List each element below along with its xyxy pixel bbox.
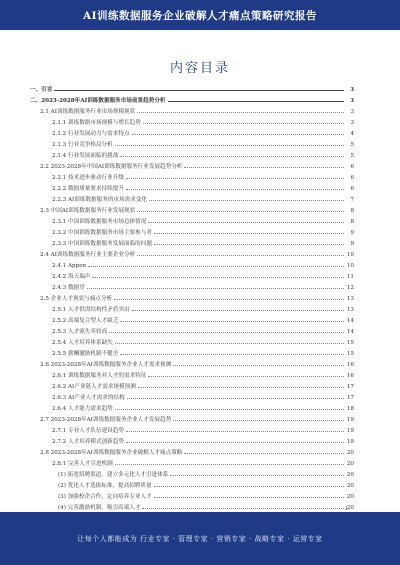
toc-entry-title: 2.5.1 人才供需结构性矛盾突出 <box>52 307 130 313</box>
toc-entry[interactable] <box>30 269 354 280</box>
toc-leader-dots <box>132 134 344 135</box>
toc-entry-title: 2.5.2 高端复合型人才缺乏 <box>52 318 119 324</box>
toc-leader-dots <box>148 222 344 223</box>
toc-entry-page: 5 <box>350 142 354 148</box>
toc-entry-title: 2.2.2 数据质量要求持续提升 <box>52 186 124 192</box>
toc-entry[interactable] <box>30 467 354 478</box>
toc-entry-page: 6 <box>350 175 354 181</box>
toc-entry-page: 14 <box>346 329 354 335</box>
toc-leader-dots <box>137 112 344 113</box>
toc-entry-title: 2.6.2 AI产业链人才需求规模预测 <box>52 384 136 390</box>
toc-entry[interactable] <box>30 247 354 258</box>
toc-entry-page: 3 <box>350 87 354 93</box>
toc-leader-dots <box>142 508 344 509</box>
toc-entry-page: 17 <box>346 395 354 401</box>
toc-entry-page: 16 <box>346 362 354 368</box>
toc-entry-title: 2.5 企业人才现状与痛点分析 <box>40 296 113 302</box>
header-bar <box>0 0 400 30</box>
toc-entry-title: 2.5.5 薪酬激励机制不健全 <box>52 351 119 357</box>
report-title: AI训练数据服务企业破解人才痛点策略研究报告 <box>82 10 318 22</box>
toc-heading: 内容目录 <box>169 61 230 76</box>
toc-entry-page: 19 <box>346 428 354 434</box>
toc-entry[interactable] <box>30 412 354 423</box>
toc-entry-page: 10 <box>346 263 354 269</box>
toc-entry-title: 2.2.1 技术进步驱动行业升级 <box>52 175 124 181</box>
toc-leader-dots <box>115 464 344 465</box>
toc-entry[interactable] <box>30 82 354 93</box>
toc-entry-title: (4) 完善激励机制，吸引高端人才 <box>58 505 141 511</box>
toc-entry-title: 2.4.1 Appen <box>52 263 87 269</box>
toc-entry-title: 2.2 2023-2028年中国AI训练数据服务行业发展趋势分析 <box>40 164 183 170</box>
toc-entry-title: 2.6.4 人才能力需求趋势 <box>52 406 113 412</box>
toc-entry[interactable] <box>30 170 354 181</box>
footer-slogan: 让每个人都能成为 行业专家 · 管理专家 · 营销专家 · 战略专家 · 运营专家 <box>77 535 323 543</box>
toc-leader-dots <box>114 299 344 300</box>
toc-entry-page: 6 <box>350 164 354 170</box>
toc-entry-page: 20 <box>346 494 354 500</box>
toc-entry-page: 11 <box>346 274 354 280</box>
toc-leader-dots <box>126 442 344 443</box>
toc-entry[interactable] <box>30 225 354 236</box>
toc-leader-dots <box>184 167 344 168</box>
footer-bar <box>0 512 400 565</box>
toc-entry-page: 15 <box>346 340 354 346</box>
toc-entry[interactable] <box>30 346 354 357</box>
toc-leader-dots <box>184 453 344 454</box>
toc-entry-page: 8 <box>350 219 354 225</box>
toc-entry-title: (3) 加强校企合作，定向培养专业人才 <box>58 494 152 500</box>
toc-entry-page: 17 <box>346 384 354 390</box>
toc-entry[interactable] <box>30 357 354 368</box>
toc-entry-title: 2.4.3 数据堂 <box>52 285 85 291</box>
toc-entry[interactable] <box>30 445 354 456</box>
toc-entry-page: 14 <box>346 318 354 324</box>
toc-entry[interactable] <box>30 302 354 313</box>
toc-entry-title: 2.2.3 AI训练数据服务的市场需求变化 <box>52 197 147 203</box>
toc-entry[interactable] <box>30 93 354 104</box>
toc-entry-title: 2.1.4 行业发展面临的挑战 <box>52 153 119 159</box>
toc-entry-title: 2.3.3 中国训练数据服务发展面临的问题 <box>52 241 152 247</box>
toc-entry-title: 2.1 AI训练数据服务行业市场规模现状 <box>40 109 136 115</box>
toc-entry[interactable] <box>30 368 354 379</box>
toc-leader-dots <box>148 376 344 377</box>
toc-leader-dots <box>87 288 344 289</box>
toc-leader-dots <box>127 398 344 399</box>
toc-entry-page: 9 <box>350 230 354 236</box>
toc-leader-dots <box>115 409 344 410</box>
toc-entry[interactable] <box>30 181 354 192</box>
toc-leader-dots <box>137 211 344 212</box>
toc-leader-dots <box>115 145 344 146</box>
toc-entry[interactable] <box>30 434 354 445</box>
toc-entry-title: 2.1.3 行业竞争格局分析 <box>52 142 113 148</box>
toc-leader-dots <box>126 178 344 179</box>
table-of-contents <box>30 82 354 533</box>
toc-entry-page: 3 <box>350 98 354 104</box>
toc-entry-page: 6 <box>350 186 354 192</box>
toc-leader-dots <box>154 233 344 234</box>
toc-entry-title: 2.6 2023-2028年AI训练数据服务企业人才需求预测 <box>40 362 172 368</box>
toc-entry-title: 2.6.3 AI产业人才需求的结构 <box>52 395 125 401</box>
toc-entry-title: 2.8 2023-2028年AI训练数据服务企业破解人才痛点策略 <box>40 450 183 456</box>
toc-leader-dots <box>168 101 344 102</box>
toc-entry-page: 3 <box>350 109 354 115</box>
toc-entry-page: 7 <box>350 197 354 203</box>
toc-leader-dots <box>143 123 344 124</box>
toc-entry[interactable] <box>30 137 354 148</box>
toc-entry-title: 2.1.2 行业发展动力与需求特点 <box>52 131 130 137</box>
toc-entry-title: 2.7 2023-2028年AI训练数据服务企业人才发展趋势 <box>40 417 172 423</box>
toc-leader-dots <box>115 343 344 344</box>
toc-leader-dots <box>154 486 344 487</box>
toc-leader-dots <box>170 475 344 476</box>
toc-entry[interactable] <box>30 313 354 324</box>
toc-leader-dots <box>92 277 344 278</box>
toc-entry-title: 2.5.3 人才流失率较高 <box>52 329 108 335</box>
toc-leader-dots <box>173 420 344 421</box>
toc-entry-title: 2.7.1 专业人才队伍建设趋势 <box>52 428 124 434</box>
toc-entry-title: 二、2023-2028年AI训练数据服务市场前景趋势分析 <box>30 98 166 104</box>
toc-leader-dots <box>154 497 344 498</box>
toc-entry-title: 一、引言 <box>30 87 53 93</box>
toc-entry-page: 13 <box>346 307 354 313</box>
toc-entry-page: 10 <box>346 252 354 258</box>
toc-entry[interactable] <box>30 324 354 335</box>
toc-entry-page: 5 <box>350 153 354 159</box>
toc-leader-dots <box>126 189 344 190</box>
toc-entry-title: 2.1.1 训练数据市场规模与增长趋势 <box>52 120 141 126</box>
toc-entry-page: 20 <box>346 483 354 489</box>
toc-entry-title: 2.4.2 海天瑞声 <box>52 274 91 280</box>
toc-leader-dots <box>109 332 344 333</box>
toc-entry-title: (2) 优化人才选拔标准，提高招聘质量 <box>58 483 152 489</box>
toc-entry-title: 2.3.1 中国训练数据服务市场总体情况 <box>52 219 147 225</box>
toc-leader-dots <box>138 387 344 388</box>
toc-entry[interactable] <box>30 489 354 500</box>
toc-entry-title: 2.6.1 训练数据服务对人才的需求特征 <box>52 373 147 379</box>
toc-leader-dots <box>120 354 344 355</box>
toc-entry-title: 2.5.4 人才培养体系缺失 <box>52 340 113 346</box>
toc-entry[interactable] <box>30 203 354 214</box>
toc-entry[interactable] <box>30 500 354 511</box>
toc-entry-page: 13 <box>346 296 354 302</box>
toc-leader-dots <box>88 266 344 267</box>
toc-entry-page: 20 <box>346 505 354 511</box>
toc-entry[interactable] <box>30 258 354 269</box>
toc-entry-title: 2.3.2 中国训练数据服务市场主要参与者 <box>52 230 152 236</box>
toc-entry-page: 3 <box>350 120 354 126</box>
toc-entry-page: 8 <box>350 208 354 214</box>
toc-leader-dots <box>137 255 344 256</box>
toc-entry[interactable] <box>30 148 354 159</box>
toc-entry[interactable] <box>30 214 354 225</box>
toc-entry-title: 2.3 中国AI训练数据服务行业发展现状 <box>40 208 136 214</box>
toc-entry-title: 2.8.1 完善人才引进机制 <box>52 461 113 467</box>
toc-entry[interactable] <box>30 280 354 291</box>
toc-entry-page: 18 <box>346 406 354 412</box>
toc-leader-dots <box>126 431 344 432</box>
toc-entry-page: 20 <box>346 450 354 456</box>
toc-entry[interactable] <box>30 478 354 489</box>
toc-entry-page: 9 <box>350 241 354 247</box>
toc-leader-dots <box>54 90 344 91</box>
toc-entry-title: (1) 拓宽招聘渠道，建立多元化人才引进体系 <box>58 472 169 478</box>
toc-leader-dots <box>120 156 344 157</box>
toc-entry[interactable] <box>30 401 354 412</box>
toc-entry[interactable] <box>30 423 354 434</box>
toc-leader-dots <box>154 244 344 245</box>
toc-leader-dots <box>132 310 344 311</box>
toc-leader-dots <box>120 321 344 322</box>
toc-entry[interactable] <box>30 104 354 115</box>
toc-entry-page: 19 <box>346 439 354 445</box>
toc-entry-page: 16 <box>346 373 354 379</box>
toc-leader-dots <box>173 365 344 366</box>
toc-entry-title: 2.4 AI训练数据服务行业主要企业分析 <box>40 252 136 258</box>
toc-entry[interactable] <box>30 159 354 170</box>
toc-entry[interactable] <box>30 390 354 401</box>
toc-entry[interactable] <box>30 236 354 247</box>
toc-entry[interactable] <box>30 379 354 390</box>
page-number: 1 <box>344 506 348 512</box>
toc-leader-dots <box>149 200 344 201</box>
toc-entry-page: 20 <box>346 472 354 478</box>
toc-entry-page: 20 <box>346 461 354 467</box>
toc-entry[interactable] <box>30 456 354 467</box>
toc-entry[interactable] <box>30 115 354 126</box>
toc-entry-page: 12 <box>346 285 354 291</box>
toc-entry-page: 4 <box>350 131 354 137</box>
toc-entry[interactable] <box>30 291 354 302</box>
toc-entry[interactable] <box>30 335 354 346</box>
toc-entry-page: 19 <box>346 417 354 423</box>
toc-entry[interactable] <box>30 126 354 137</box>
toc-entry-title: 2.7.2 人才培养模式创新趋势 <box>52 439 124 445</box>
toc-entry-page: 15 <box>346 351 354 357</box>
toc-entry[interactable] <box>30 192 354 203</box>
